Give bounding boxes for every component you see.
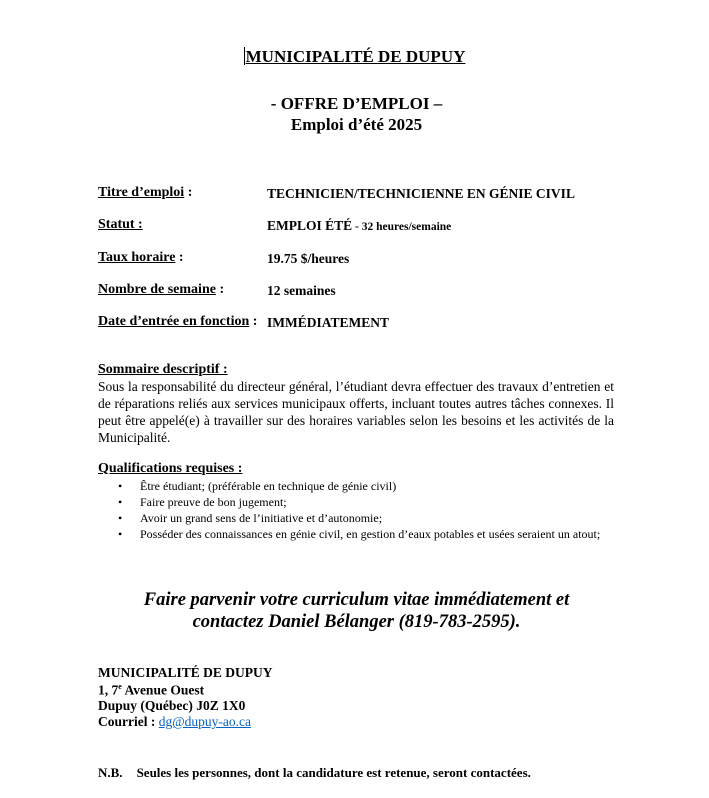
list-item: • Avoir un grand sens de l’initiative et d’autonomie; <box>118 511 383 525</box>
list-item: • Faire preuve de bon jugement; <box>118 495 287 509</box>
field-label-status: Statut : <box>98 217 143 232</box>
text-cursor <box>244 47 245 65</box>
field-value-job-title: TECHNICIEN/TECHNICIENNE EN GÉNIE CIVIL <box>267 186 575 201</box>
list-item: • Posséder des connaissances en génie civil, en gestion d’eaux potables et usées seraient un atout; <box>118 527 601 541</box>
bullet-icon: • <box>118 479 123 493</box>
field-value-hourly-rate: 19.75 $/heures <box>267 251 350 266</box>
address-email: Courriel : dg@dupuy-ao.ca <box>98 714 252 729</box>
qualifications-heading: Qualifications requises : <box>98 461 243 476</box>
cta-line-2: contactez Daniel Bélanger (819-783-2595). <box>192 612 521 632</box>
address-city: Dupuy (Québec) J0Z 1X0 <box>98 698 246 713</box>
bullet-icon: • <box>118 511 123 525</box>
email-link[interactable]: dg@dupuy-ao.ca <box>158 714 252 729</box>
offer-subheading: Emploi d’été 2025 <box>290 115 423 134</box>
bullet-icon: • <box>118 495 123 509</box>
field-value-status: EMPLOI ÉTÉ - 32 heures/semaine <box>267 218 452 233</box>
list-item: • Être étudiant; (préférable en technique de génie civil) <box>118 479 397 493</box>
address-street: 1, 7e Avenue Ouest <box>98 682 205 698</box>
summary-heading: Sommaire descriptif : <box>98 362 228 377</box>
field-label-hourly-rate: Taux horaire : <box>98 250 184 265</box>
summary-text: Sous la responsabilité du directeur général, l’étudiant devra effectuer des travaux d’entretien et de réparations reliés aux services municipaux offerts, incluant toutes autres tâches connexes. Il peut être appelé(e) à travailler sur des horaires variables selon les besoins et les activités de la Municipalité. <box>98 379 614 445</box>
field-value-start-date: IMMÉDIATEMENT <box>267 315 390 330</box>
qualifications-list <box>98 478 618 542</box>
field-label-start-date: Date d’entrée en fonction : <box>98 314 258 329</box>
field-label-job-title: Titre d’emploi : <box>98 185 193 200</box>
note: N.B. Seules les personnes, dont la candidature est retenue, seront contactées. <box>98 765 531 780</box>
document-title: MUNICIPALITÉ DE DUPUY <box>245 47 466 66</box>
offer-heading: - OFFRE D’EMPLOI – <box>270 94 443 113</box>
address-name: MUNICIPALITÉ DE DUPUY <box>98 665 273 680</box>
field-label-weeks: Nombre de semaine : <box>98 282 225 297</box>
cta-line-1: Faire parvenir votre curriculum vitae immédiatement et <box>143 590 570 610</box>
bullet-icon: • <box>118 527 123 541</box>
field-value-weeks: 12 semaines <box>267 283 336 298</box>
